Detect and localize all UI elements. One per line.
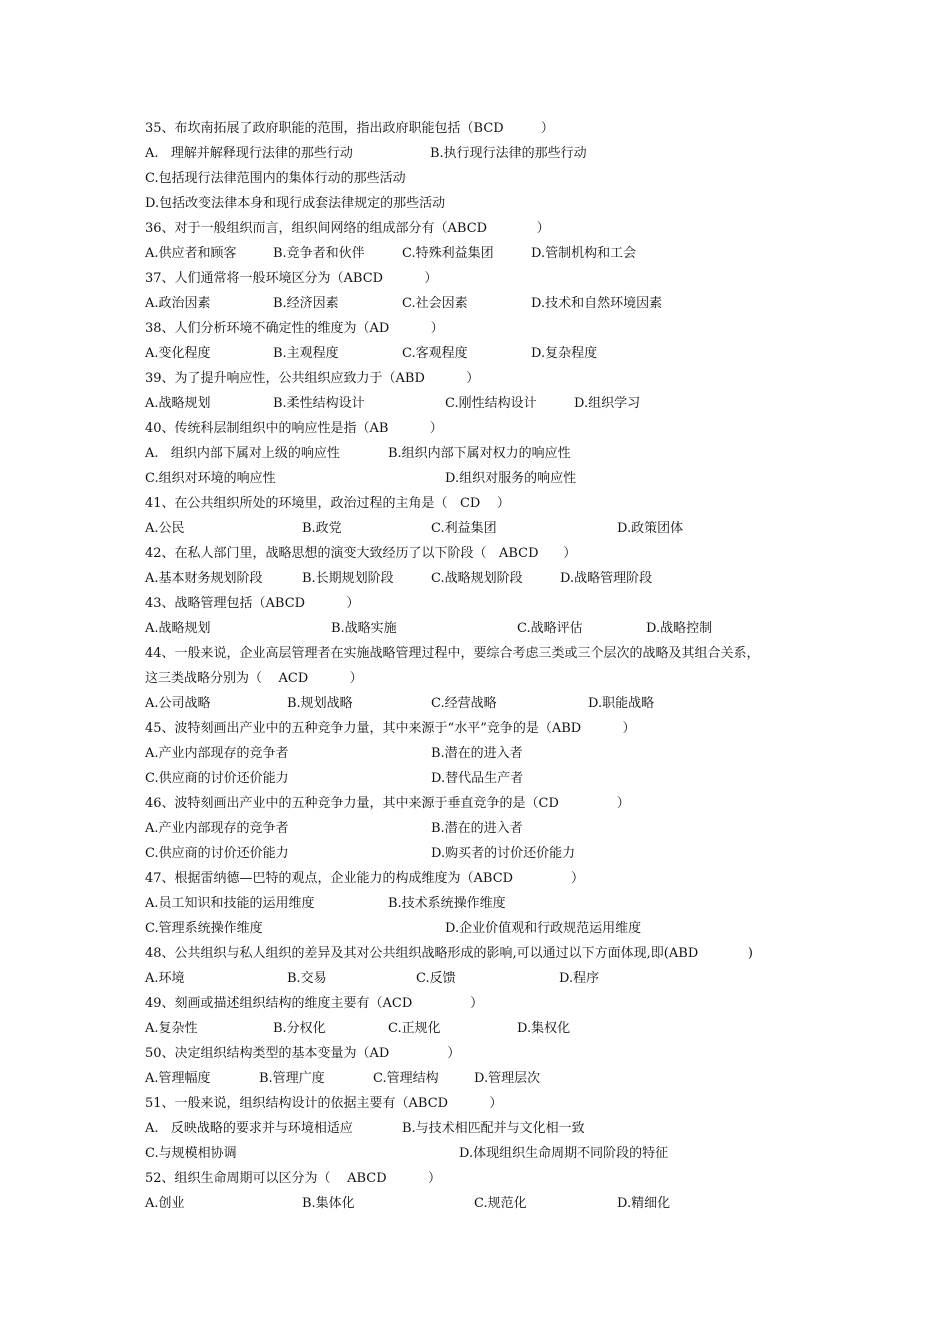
option-a: A.复杂性 [145, 1021, 198, 1036]
option-b: B.竞争者和伙伴 [273, 246, 365, 261]
question-44-continued: 这三类战略分别为（ ACD ） [145, 671, 363, 686]
option-d: D.购买者的讨价还价能力 [431, 846, 576, 861]
option-c: C.供应商的讨价还价能力 [145, 846, 289, 861]
option-b: B.组织内部下属对权力的响应性 [388, 446, 571, 461]
options-row [145, 518, 684, 540]
option-a: A.环境 [145, 971, 185, 986]
option-b: B.潜在的进入者 [431, 821, 523, 836]
option-a: A.变化程度 [145, 346, 211, 361]
option-c: C.管理系统操作维度 [145, 921, 263, 936]
option-c: C.客观程度 [402, 346, 468, 361]
option-d: D.组织对服务的响应性 [445, 471, 577, 486]
options-row [145, 1118, 585, 1140]
question-35: 35、布坎南拓展了政府职能的范围，指出政府职能包括（BCD ） [145, 121, 554, 136]
option-d: D.替代品生产者 [431, 771, 524, 786]
option-c: C.组织对环境的响应性 [145, 471, 276, 486]
option-a: A.战略规划 [145, 396, 211, 411]
option-c: C.刚性结构设计 [445, 396, 537, 411]
options-row [145, 1193, 671, 1215]
option-c: C.供应商的讨价还价能力 [145, 771, 289, 786]
option-c: C.正规化 [388, 1021, 441, 1036]
options-row [145, 443, 571, 465]
options-row [145, 393, 641, 415]
question-39: 39、为了提升响应性，公共组织应致力于（ABD ） [145, 371, 480, 386]
option-d: D.企业价值观和行政规范运用维度 [445, 921, 642, 936]
option-b: B.经济因素 [273, 296, 339, 311]
option-c: C.规范化 [474, 1196, 527, 1211]
option-a: A.产业内部现存的竞争者 [145, 821, 289, 836]
option-a: A.管理幅度 [145, 1071, 211, 1086]
option-c: C.社会因素 [402, 296, 468, 311]
option-c: C.与规模相协调 [145, 1146, 237, 1161]
options-row [145, 1018, 571, 1040]
options-row [145, 1143, 669, 1165]
option-a: A.公民 [145, 521, 185, 536]
option-d: D.政策团体 [617, 521, 684, 536]
option-d: D.组织学习 [574, 396, 641, 411]
option-d: D.技术和自然环境因素 [531, 296, 663, 311]
options-row [145, 193, 446, 215]
options-row [145, 893, 506, 915]
option-b: B.技术系统操作维度 [388, 896, 506, 911]
question-42: 42、在私人部门里，战略思想的演变大致经历了以下阶段（ ABCD ） [145, 546, 577, 561]
options-row [145, 243, 637, 265]
options-row [145, 618, 713, 640]
options-row [145, 343, 598, 365]
question-38: 38、人们分析环境不确定性的维度为（AD ） [145, 321, 444, 336]
option-a: A.公司战略 [145, 696, 211, 711]
option-b: B.与技术相匹配并与文化相一致 [402, 1121, 585, 1136]
options-row [145, 918, 642, 940]
option-a: A.政治因素 [145, 296, 211, 311]
option-b: B.柔性结构设计 [273, 396, 365, 411]
option-a: A.基本财务规划阶段 [145, 571, 263, 586]
options-row [145, 743, 523, 765]
question-37: 37、人们通常将一般环境区分为（ABCD ） [145, 271, 438, 286]
options-row [145, 818, 523, 840]
option-c: C.包括现行法律范围内的集体行动的那些活动 [145, 171, 406, 186]
option-a: A.创业 [145, 1196, 185, 1211]
option-a: A. 理解并解释现行法律的那些行动 [145, 146, 353, 161]
option-d: D.包括改变法律本身和现行成套法律规定的那些活动 [145, 196, 446, 211]
options-row [145, 1068, 541, 1090]
option-b: B.交易 [287, 971, 327, 986]
options-row [145, 168, 406, 190]
option-b: B.政党 [302, 521, 342, 536]
option-c: C.经营战略 [431, 696, 497, 711]
option-d: D.集权化 [517, 1021, 571, 1036]
option-d: D.程序 [559, 971, 600, 986]
option-c: C.利益集团 [431, 521, 497, 536]
option-b: B.分权化 [273, 1021, 326, 1036]
option-a: A. 组织内部下属对上级的响应性 [145, 446, 340, 461]
option-a: A.战略规划 [145, 621, 211, 636]
option-d: D.管理层次 [474, 1071, 541, 1086]
options-row [145, 843, 576, 865]
option-c: C.管理结构 [373, 1071, 439, 1086]
option-d: D.复杂程度 [531, 346, 598, 361]
options-row [145, 568, 653, 590]
option-d: D.战略管理阶段 [560, 571, 653, 586]
question-52: 52、组织生命周期可以区分为（ ABCD ） [145, 1171, 441, 1186]
question-51: 51、一般来说，组织结构设计的依据主要有（ABCD ） [145, 1096, 503, 1111]
question-36: 36、对于一般组织而言，组织间网络的组成部分有（ABCD ） [145, 221, 550, 236]
options-row [145, 468, 577, 490]
option-a: A.员工知识和技能的运用维度 [145, 896, 315, 911]
options-row [145, 293, 663, 315]
question-43: 43、战略管理包括（ABCD ） [145, 596, 360, 611]
option-d: D.职能战略 [588, 696, 655, 711]
option-c: C.反馈 [416, 971, 456, 986]
option-a: A.产业内部现存的竞争者 [145, 746, 289, 761]
option-b: B.战略实施 [331, 621, 397, 636]
option-b: B.执行现行法律的那些行动 [430, 146, 587, 161]
question-44: 44、一般来说，企业高层管理者在实施战略管理过程中，要综合考虑三类或三个层次的战略及其组合关系， [145, 646, 760, 661]
question-46: 46、波特刻画出产业中的五种竞争力量，其中来源于垂直竞争的是（CD ） [145, 796, 630, 811]
options-row [145, 768, 524, 790]
option-b: B.潜在的进入者 [431, 746, 523, 761]
option-b: B.主观程度 [273, 346, 339, 361]
option-d: D.管制机构和工会 [531, 246, 637, 261]
option-d: D.体现组织生命周期不同阶段的特征 [459, 1146, 669, 1161]
options-row [145, 968, 600, 990]
option-b: B.集体化 [302, 1196, 355, 1211]
options-row [145, 693, 655, 715]
question-50: 50、决定组织结构类型的基本变量为（AD ） [145, 1046, 461, 1061]
question-40: 40、传统科层制组织中的响应性是指（AB ） [145, 421, 443, 436]
option-d: D.战略控制 [646, 621, 713, 636]
question-45: 45、波特刻画出产业中的五种竞争力量，其中来源于“水平”竞争的是（ABD ） [145, 721, 636, 736]
question-49: 49、刻画或描述组织结构的维度主要有（ACD ） [145, 996, 484, 1011]
question-48: 48、公共组织与私人组织的差异及其对公共组织战略形成的影响,可以通过以下方面体现,即(ABD ) [145, 946, 753, 961]
question-41: 41、在公共组织所处的环境里，政治过程的主角是（ CD ） [145, 496, 510, 511]
option-a: A.供应者和顾客 [145, 246, 237, 261]
option-d: D.精细化 [617, 1196, 671, 1211]
option-b: B.长期规划阶段 [302, 571, 394, 586]
option-a: A. 反映战略的要求并与环境相适应 [145, 1121, 353, 1136]
option-b: B.管理广度 [259, 1071, 325, 1086]
option-c: C.战略规划阶段 [431, 571, 523, 586]
option-c: C.特殊利益集团 [402, 246, 494, 261]
options-row [145, 143, 587, 165]
option-b: B.规划战略 [287, 696, 353, 711]
option-c: C.战略评估 [517, 621, 583, 636]
question-47: 47、根据雷纳德—巴特的观点，企业能力的构成维度为（ABCD ） [145, 871, 584, 886]
